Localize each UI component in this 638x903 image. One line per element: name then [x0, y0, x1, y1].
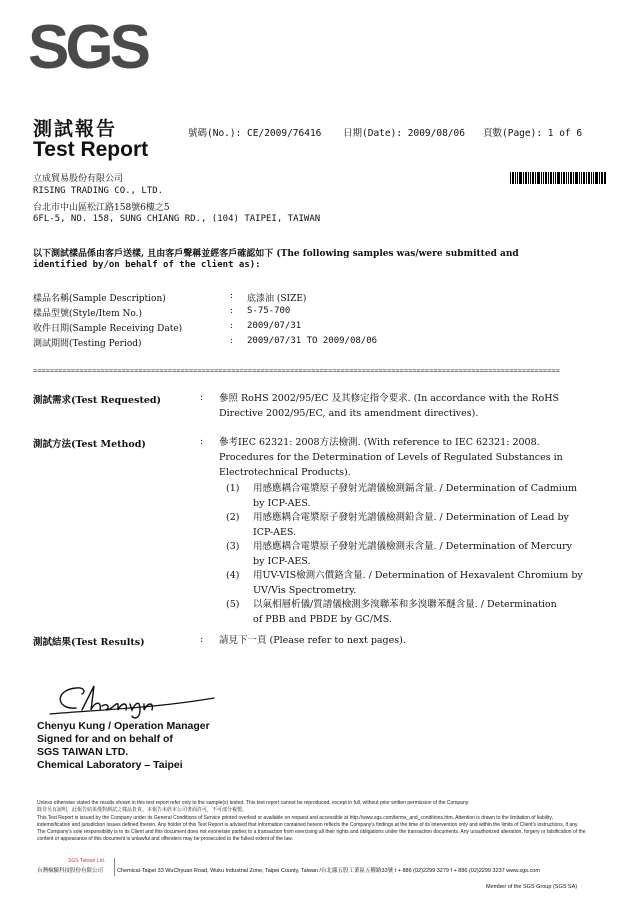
test-requested-line-2: Directive 2002/95/EC, and its amendment directives).	[219, 408, 479, 419]
intro-line-2: identified by/on behalf of the client as):	[33, 260, 261, 270]
signatory-company: SGS TAIWAN LTD.	[37, 746, 129, 758]
signatory-name: Chenyu Kung / Operation Manager	[37, 720, 210, 732]
method-item-line-b: ICP-AES.	[253, 527, 297, 538]
footer-member: Member of the SGS Group (SGS SA)	[486, 884, 578, 890]
method-item-text	[253, 539, 613, 569]
colon: :	[230, 336, 234, 346]
colon: :	[200, 634, 204, 645]
receiving-date-label: 收件日期(Sample Receiving Date)	[33, 324, 183, 334]
method-item-line-b: by ICP-AES.	[253, 556, 311, 567]
footer-divider	[114, 858, 115, 876]
sample-description-value: 底漆油 (SIZE)	[247, 294, 307, 304]
test-method-line-1: 參考IEC 62321: 2008方法檢測. (With reference to IEC 62321: 2008.	[219, 437, 540, 448]
method-item-line-b: UV/Vis Spectrometry.	[253, 585, 357, 596]
method-item-text	[253, 597, 613, 627]
method-item-line-a: 用感應耦合電漿原子發射光譜儀檢測汞含量. / Determination of Mercury	[253, 541, 573, 552]
method-item-line-a: 用UV-VIS檢測六價鉻含量. / Determination of Hexavalent Chromium by	[253, 570, 583, 581]
colon: :	[230, 321, 234, 331]
method-item-text	[253, 510, 613, 540]
footer-disclaimer-1: Unless otherwise stated the results shown in this test report refer only to the sample(s) tested. This test report cannot be reproduced, except in full, without prior written permission of the Company.	[37, 800, 470, 806]
separator-line: =============================================================================================================================	[33, 367, 560, 375]
style-item-label: 樣品型號(Style/Item No.)	[33, 309, 143, 319]
logo-text: SGS	[28, 13, 147, 82]
report-number: 號碼(No.): CE/2009/76416	[188, 128, 322, 139]
handwritten-signature	[36, 680, 226, 720]
footer-company-zh: 台灣檢驗科技股份有限公司	[37, 868, 104, 874]
method-item-text	[253, 481, 613, 511]
style-item-value: S-75-700	[247, 306, 291, 316]
barcode-icon	[510, 172, 606, 184]
footer-address: Chemical-Taipei 33 WuChyuan Road, Wuku Industrial Zone, Taipei County, Taiwan /台北縣五股工業區五權路33號 t + 886 (02)2299 3279 f + 886 (02)2299 3237 www.sgs.com	[117, 868, 540, 874]
sample-description-label: 樣品名稱(Sample Description)	[33, 294, 166, 304]
method-item-number: (3)	[226, 541, 240, 552]
testing-period-label: 測試期間(Testing Period)	[33, 339, 142, 349]
test-requested-value	[219, 391, 614, 421]
method-item-number: (4)	[226, 570, 240, 581]
colon: :	[230, 291, 234, 301]
testing-period-value: 2009/07/31 TO 2009/08/06	[247, 336, 378, 346]
method-item-line-b: by ICP-AES.	[253, 498, 311, 509]
footer-disclaimer-zh: 除非另有說明，此報告結果僅對測試之樣品負責。本報告未經本公司書面許可，不可部分複製。	[37, 807, 248, 813]
client-name-zh: 立成貿易股份有限公司	[33, 174, 124, 184]
signatory-lab: Chemical Laboratory – Taipei	[37, 759, 183, 771]
client-name-en: RISING TRADING CO., LTD.	[33, 186, 164, 196]
colon: :	[200, 392, 204, 403]
page-number: 頁數(Page): 1 of 6	[483, 128, 583, 139]
test-method-value	[219, 435, 614, 480]
method-item-line-a: 以氣相層析儀/質譜儀檢測多溴聯苯和多溴聯苯醚含量. / Determination	[253, 599, 557, 610]
intro-line-1: 以下測試樣品係由客戶送樣, 且由客戶聲稱並經客戶確認如下 (The following samples was/were submitted and	[33, 249, 519, 259]
method-item-line-a: 用感應耦合電漿原子發射光譜儀檢測鉛含量. / Determination of Lead by	[253, 512, 569, 523]
method-item-number: (1)	[226, 483, 240, 494]
report-date: 日期(Date): 2009/08/06	[343, 128, 465, 139]
test-requested-line-1: 參照 RoHS 2002/95/EC 及其修定指令要求. (In accordance with the RoHS	[219, 393, 559, 404]
sgs-logo	[28, 13, 147, 82]
method-item-line-b: of PBB and PBDE by GC/MS.	[253, 614, 392, 625]
method-item-list	[226, 481, 616, 631]
client-address-en: 6FL-5, NO. 158, SUNG CHIANG RD., (104) TAIPEI, TAIWAN	[33, 214, 321, 224]
test-requested-label: 測試需求(Test Requested)	[33, 395, 162, 406]
test-results-value: 請見下一頁 (Please refer to next pages).	[219, 635, 406, 646]
footer-brand: SGS Taiwan Ltd.	[68, 858, 106, 864]
signed-on-behalf: Signed for and on behalf of	[37, 733, 173, 745]
method-item-number: (5)	[226, 599, 240, 610]
test-method-label: 測試方法(Test Method)	[33, 439, 146, 450]
test-method-line-3: Electrotechnical Products).	[219, 467, 351, 478]
footer-disclaimer-2: This Test Report is issued by the Company under its General Conditions of Service printed overleaf or available on request and accessible at http://www.sgs.com/terms_and_conditions.htm. Attention is drawn to the limitation of liability, indemnification and jurisdiction issues defined therein. Any holder of this Test Report is advised that information contained hereon reflects the Company's findings at the time of its intervention only and within the limits of Client's instructions, if any. The Company's sole responsibility is to its Client and this document does not exonerate parties to a transaction from exercising all their rights and obligations under the transaction documents. Any unauthorized alteration, forgery or falsification of the content or appearance of this document is unlawful and offenders may be prosecuted to the fullest extent of the law.	[37, 815, 586, 842]
title-chinese: 測試報告	[33, 118, 118, 140]
test-method-line-2: Procedures for the Determination of Levels of Regulated Substances in	[219, 452, 563, 463]
colon: :	[200, 436, 204, 447]
method-item-line-a: 用感應耦合電漿原子發射光譜儀檢測鎘含量. / Determination of Cadmium	[253, 483, 577, 494]
colon: :	[230, 306, 234, 316]
title-english: Test Report	[33, 138, 149, 161]
method-item-number: (2)	[226, 512, 240, 523]
receiving-date-value: 2009/07/31	[247, 321, 302, 331]
test-results-label: 測試結果(Test Results)	[33, 637, 145, 648]
method-item-text	[253, 568, 613, 598]
client-address-zh: 台北市中山區松江路158號6樓之5	[33, 203, 170, 213]
